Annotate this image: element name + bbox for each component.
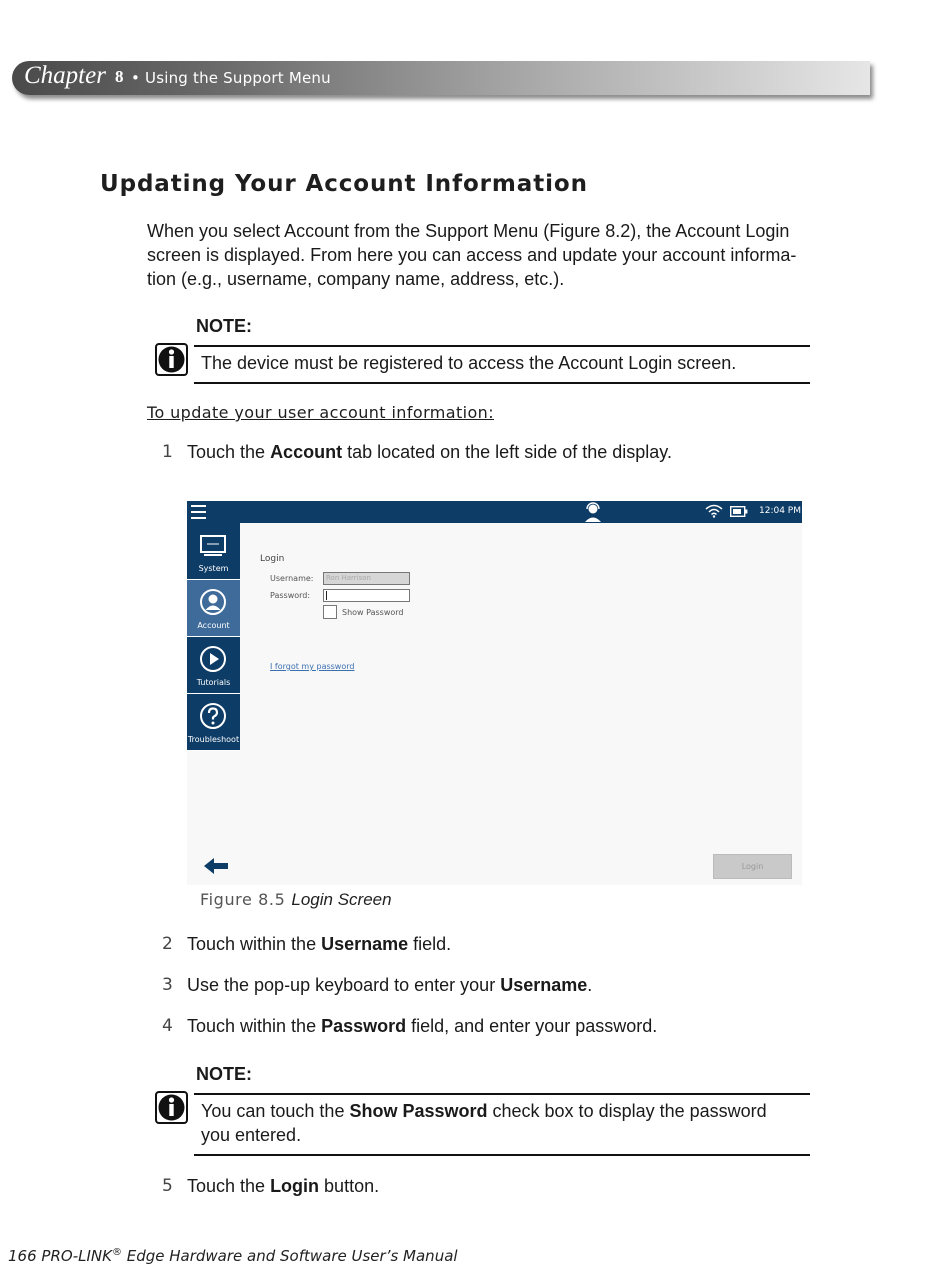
step-text-pre: Touch the (187, 1176, 271, 1196)
chapter-banner (12, 61, 870, 95)
step-number: 3 (162, 975, 173, 995)
username-field[interactable]: Ron Harrison (323, 572, 410, 585)
tab-label: Account (197, 621, 230, 630)
step-text-pre: Touch within the (187, 934, 322, 954)
figure-title: Login Screen (291, 890, 392, 909)
intro-paragraph (147, 219, 817, 291)
step-number: 5 (162, 1176, 173, 1196)
step-text-bold: Username (500, 975, 588, 995)
device-sidebar (187, 523, 240, 751)
tab-troubleshoot[interactable] (187, 694, 240, 751)
login-title: Login (260, 554, 285, 564)
show-password-checkbox[interactable] (323, 605, 337, 619)
product-name: PRO-LINK (41, 1247, 112, 1265)
note-text-bold: Show Password (349, 1101, 488, 1121)
show-password-label: Show Password (342, 608, 404, 617)
figure-caption (200, 890, 392, 910)
device-clock: 12:04 PM (759, 506, 801, 516)
note-label: NOTE: (196, 1064, 252, 1084)
step-text-bold: Account (270, 442, 343, 462)
chapter-word: Chapter (24, 62, 106, 89)
note-top-rule (194, 1093, 810, 1095)
note-bottom-rule (194, 1154, 810, 1156)
username-label: Username: (270, 574, 314, 583)
note-top-rule (194, 345, 810, 347)
login-screen-figure (187, 501, 802, 885)
manual-title: Edge Hardware and Software User’s Manual (126, 1247, 458, 1265)
page-footer (8, 1247, 458, 1265)
info-icon (155, 1091, 188, 1124)
step-number: 4 (162, 1016, 173, 1036)
password-label: Password: (270, 591, 311, 600)
chapter-title-text: Using the Support Menu (145, 69, 331, 87)
step-text-pre: Touch the (187, 442, 271, 462)
step-number: 1 (162, 442, 173, 462)
question-icon (199, 702, 227, 730)
procedure-heading: To update your user account information: (147, 403, 494, 422)
battery-icon (730, 506, 748, 517)
note-text (201, 1099, 801, 1147)
note-text-line (201, 1099, 801, 1123)
user-icon (199, 588, 227, 616)
step-text (187, 932, 451, 956)
technician-icon (584, 502, 602, 522)
step-text (187, 1174, 379, 1198)
step-text-pre: Use the pop-up keyboard to enter your (187, 975, 501, 995)
section-title: Updating Your Account Information (100, 171, 588, 197)
step-text-post: . (587, 975, 593, 995)
step-text-bold: Password (321, 1016, 407, 1036)
intro-line: screen is displayed. From here you can access and update your account informa- (147, 245, 797, 265)
step-text-post: field, and enter your password. (406, 1016, 658, 1036)
note-box (155, 1064, 810, 1158)
note-box (155, 316, 810, 386)
figure-number: Figure 8.5 (200, 890, 286, 909)
play-icon (199, 645, 227, 673)
note-label: NOTE: (196, 316, 252, 336)
info-icon (155, 343, 188, 376)
step-number: 2 (162, 934, 173, 954)
step-text (187, 973, 592, 997)
tab-tutorials[interactable] (187, 637, 240, 694)
note-text-post: check box to display the password (487, 1101, 767, 1121)
step-text-post: field. (408, 934, 452, 954)
note-text-line: you entered. (201, 1125, 302, 1145)
login-button[interactable]: Login (713, 854, 792, 879)
text-cursor (326, 591, 327, 600)
tab-system[interactable] (187, 523, 240, 580)
forgot-password-link[interactable]: I forgot my password (270, 662, 355, 671)
password-field[interactable] (323, 589, 410, 602)
chapter-separator: • (131, 69, 141, 87)
note-text: The device must be registered to access the Account Login screen. (201, 353, 737, 373)
chapter-title (131, 68, 331, 88)
note-text-pre: You can touch the (201, 1101, 350, 1121)
back-arrow-icon[interactable] (203, 857, 229, 875)
system-monitor-icon (199, 531, 227, 559)
registered-mark: ® (111, 1247, 122, 1258)
page-number: 166 (8, 1247, 37, 1265)
tab-label: Troubleshoot (187, 735, 240, 744)
tab-account[interactable] (187, 580, 240, 637)
step-text-bold: Username (321, 934, 409, 954)
intro-line: tion (e.g., username, company name, address, etc.). (147, 269, 565, 289)
step-text (187, 440, 672, 464)
tab-label: Tutorials (196, 678, 231, 687)
step-text (187, 1014, 657, 1038)
chapter-number: 8 (115, 67, 124, 86)
hamburger-menu-icon[interactable] (191, 505, 206, 519)
wifi-icon (705, 504, 723, 518)
step-text-bold: Login (270, 1176, 320, 1196)
note-bottom-rule (194, 382, 810, 384)
step-text-post: tab located on the left side of the display. (342, 442, 672, 462)
step-text-pre: Touch within the (187, 1016, 322, 1036)
intro-line: When you select Account from the Support Menu (Figure 8.2), the Account Login (147, 221, 790, 241)
tab-label: System (198, 564, 229, 573)
step-text-post: button. (319, 1176, 380, 1196)
